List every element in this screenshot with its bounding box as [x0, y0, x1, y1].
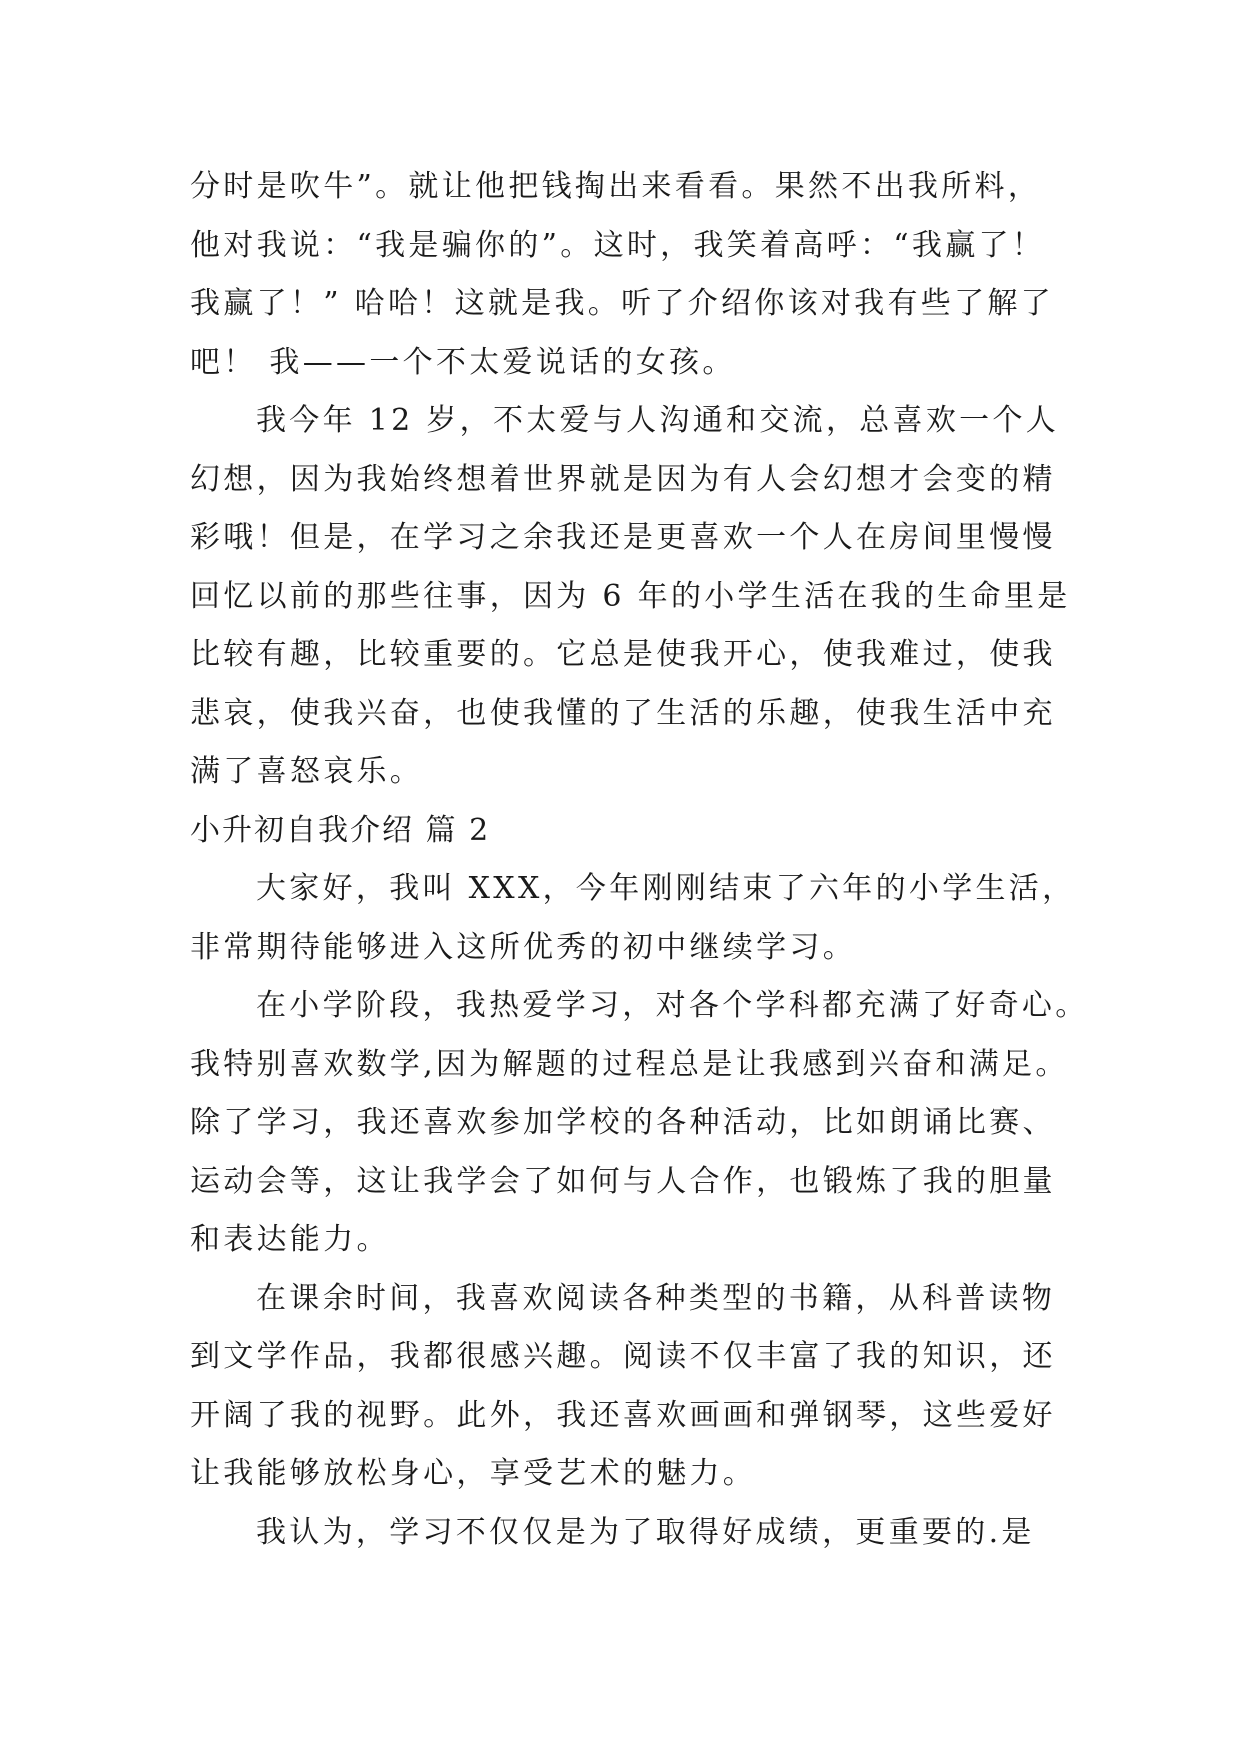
text-line: 在小学阶段，我热爱学习，对各个学科都充满了好奇心。 [256, 988, 1089, 1023]
text-line: 分时是吹牛”。就让他把钱掏出来看看。果然不出我所料， [190, 169, 1042, 204]
text-line: 非常期待能够进入这所优秀的初中继续学习。 [190, 929, 856, 965]
text-line: 回忆以前的那些往事，因为 6 年的小学生活在我的生命里是 [190, 578, 1071, 614]
text-line: 开阔了我的视野。此外，我还喜欢画画和弹钢琴，这些爱好 [190, 1397, 1056, 1433]
text-line: 在课余时间，我喜欢阅读各种类型的书籍，从科普读物 [256, 1280, 1056, 1316]
text-line: 比较有趣，比较重要的。它总是使我开心，使我难过，使我 [190, 637, 1056, 672]
text-line: 我赢了！” 哈哈！这就是我。听了介绍你该对我有些了解了 [190, 286, 1054, 321]
text-line: 我特别喜欢数学,因为解题的过程总是让我感到兴奋和满足。 [190, 1046, 1069, 1082]
text-line: 运动会等，这让我学会了如何与人合作，也锻炼了我的胆量 [190, 1163, 1056, 1199]
section-heading: 小升初自我介绍 篇 2 [190, 812, 491, 848]
text-line: 彩哦！但是，在学习之余我还是更喜欢一个人在房间里慢慢 [190, 520, 1056, 555]
text-line: 悲哀，使我兴奋，也使我懂的了生活的乐趣，使我生活中充 [190, 695, 1056, 731]
text-line: 到文学作品，我都很感兴趣。阅读不仅丰富了我的知识，还 [190, 1339, 1056, 1374]
text-line: 满了喜怒哀乐。 [190, 754, 424, 789]
text-line: 我认为，学习不仅仅是为了取得好成绩，更重要的.是 [256, 1514, 1035, 1550]
text-line: 和表达能力。 [190, 1222, 390, 1257]
text-line: 除了学习，我还喜欢参加学校的各种活动，比如朗诵比赛、 [190, 1105, 1056, 1140]
text-line: 他对我说：“我是骗你的”。这时，我笑着高呼：“我赢了！ [190, 227, 1046, 263]
text-line: 大家好，我叫 XXX，今年刚刚结束了六年的小学生活， [256, 871, 1076, 906]
text-line: 让我能够放松身心，享受艺术的魅力。 [190, 1456, 757, 1491]
text-line: 幻想，因为我始终想着世界就是因为有人会幻想才会变的精 [190, 461, 1056, 497]
document-body [190, 158, 1089, 1562]
text-line: 我今年 12 岁，不太爱与人沟通和交流，总喜欢一个人 [256, 403, 1060, 438]
text-line: 吧！ 我——一个不太爱说话的女孩。 [190, 344, 736, 380]
